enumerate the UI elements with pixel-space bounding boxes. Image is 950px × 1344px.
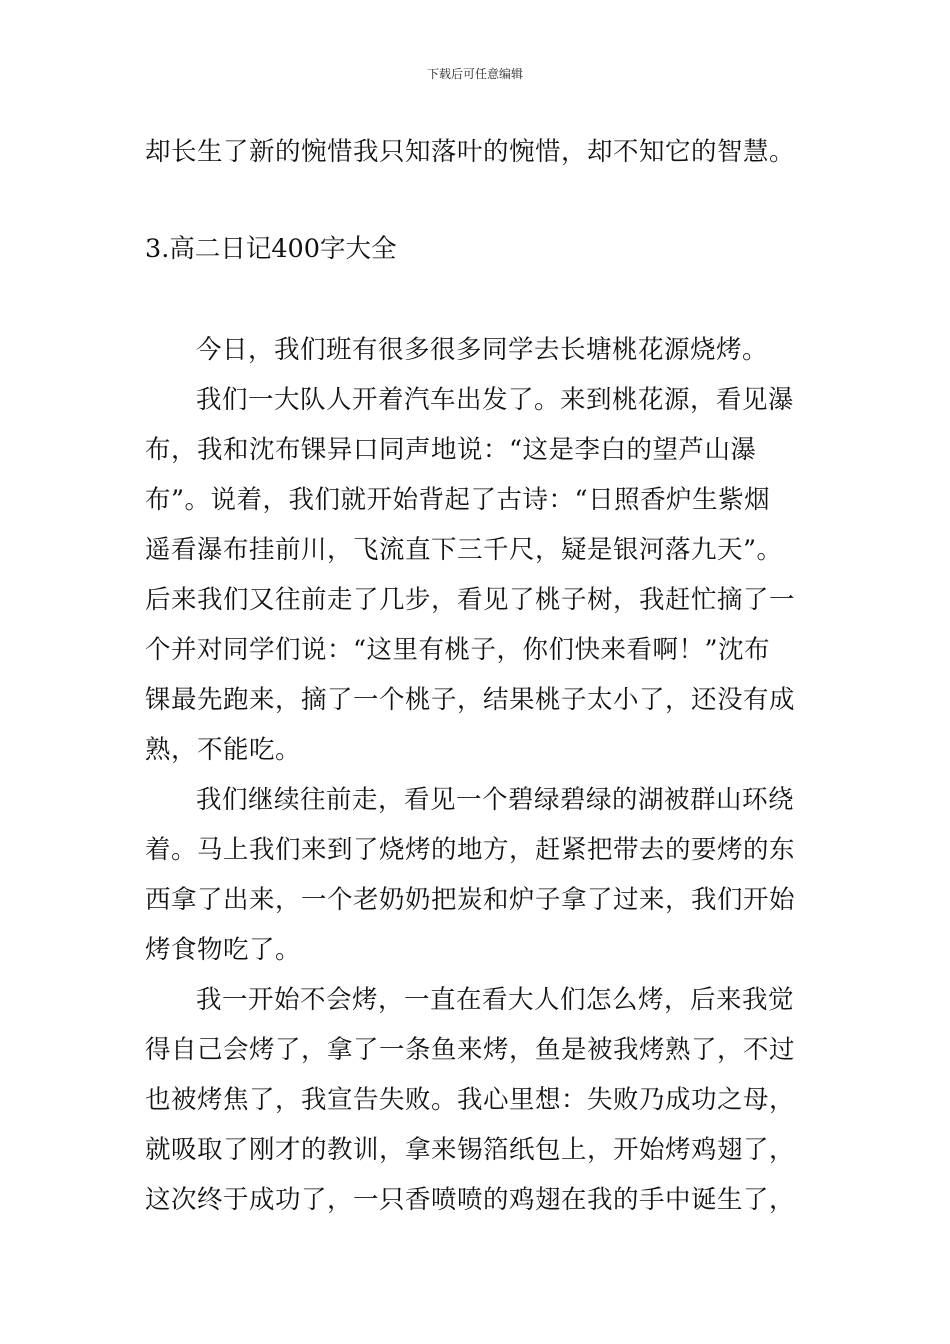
- body-line: 个并对同学们说：“这里有桃子，你们快来看啊！”沈布: [145, 635, 771, 665]
- body-line: 西拿了出来，一个老奶奶把炭和炉子拿了过来，我们开始: [145, 885, 796, 915]
- body-line: 得自己会烤了，拿了一条鱼来烤，鱼是被我烤熟了，不过: [145, 1035, 796, 1065]
- section-heading: 3.高二日记400字大全: [145, 234, 397, 264]
- page-header: 下载后可任意编辑: [426, 67, 523, 81]
- paragraph-first-line: 我们一大队人开着汽车出发了。来到桃花源，看见瀑: [196, 385, 795, 415]
- body-line: 这次终于成功了，一只香喷喷的鸡翅在我的手中诞生了，: [145, 1185, 796, 1215]
- body-line: 却长生了新的惋惜我只知落叶的惋惜，却不知它的智慧。: [145, 137, 796, 167]
- body-line: 烤食物吃了。: [145, 935, 302, 965]
- body-line: 后来我们又往前走了几步，看见了桃子树，我赶忙摘了一: [145, 585, 796, 615]
- body-line: 布，我和沈布锞异口同声地说：“这是李白的望芦山瀑: [145, 435, 757, 465]
- paragraph-first-line: 我一开始不会烤，一直在看大人们怎么烤，后来我觉: [196, 985, 795, 1015]
- paragraph-first-line: 今日，我们班有很多很多同学去长塘桃花源烧烤。: [196, 335, 769, 365]
- body-line: 着。马上我们来到了烧烤的地方，赶紧把带去的要烤的东: [145, 835, 796, 865]
- body-line: 也被烤焦了，我宣告失败。我心里想：失败乃成功之母，: [145, 1085, 796, 1115]
- paragraph-first-line: 我们继续往前走，看见一个碧绿碧绿的湖被群山环绕: [196, 785, 795, 815]
- body-line: 遥看瀑布挂前川，飞流直下三千尺，疑是银河落九天”。: [145, 535, 783, 565]
- body-line: 布”。说着，我们就开始背起了古诗：“日照香炉生紫烟: [145, 485, 771, 515]
- body-line: 锞最先跑来，摘了一个桃子，结果桃子太小了，还没有成: [145, 685, 796, 715]
- body-line: 熟，不能吃。: [145, 735, 302, 765]
- body-line: 就吸取了刚才的教训，拿来锡箔纸包上，开始烤鸡翅了，: [145, 1135, 796, 1165]
